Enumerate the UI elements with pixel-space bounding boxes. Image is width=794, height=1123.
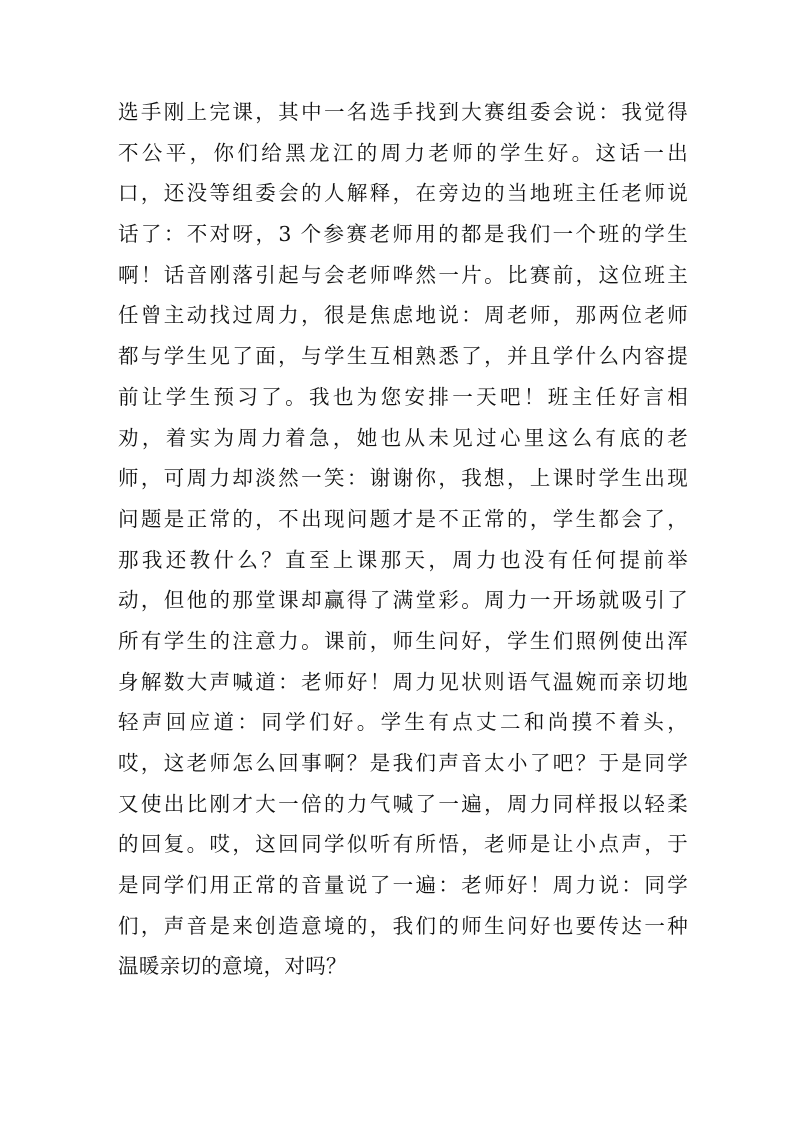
text-line: 师，可周力却淡然一笑：谢谢你，我想，上课时学生出现: [118, 466, 688, 491]
text-line: 选手刚上完课，其中一名选手找到大赛组委会说：我觉得: [118, 100, 688, 124]
text-line: 又使出比刚才大一倍的力气喊了一遍，周力同样报以轻柔: [118, 791, 688, 816]
text-line: 口，还没等组委会的人解释，在旁边的当地班主任老师说: [118, 181, 688, 206]
text-line: 哎，这老师怎么回事啊？是我们声音太小了吧？于是同学: [118, 751, 688, 775]
body-paragraph: [118, 92, 688, 987]
text-line: 问题是正常的，不出现问题才是不正常的，学生都会了，: [118, 506, 688, 531]
text-line: 话了：不对呀，3 个参赛老师用的都是我们一个班的学生: [118, 222, 688, 247]
text-line: 任曾主动找过周力，很是焦虑地说：周老师，那两位老师: [118, 303, 688, 328]
text-line: 都与学生见了面，与学生互相熟悉了，并且学什么内容提: [118, 344, 688, 369]
text-line: 温暖亲切的意境，对吗？: [118, 954, 347, 979]
text-line: 轻声回应道：同学们好。学生有点丈二和尚摸不着头，: [118, 710, 688, 735]
text-line: 是同学们用正常的音量说了一遍：老师好！周力说：同学: [118, 873, 688, 898]
text-line: 不公平，你们给黑龙江的周力老师的学生好。这话一出: [118, 140, 688, 165]
text-line: 所有学生的注意力。课前，师生问好，学生们照例使出浑: [118, 628, 688, 653]
text-line: 前让学生预习了。我也为您安排一天吧！班主任好言相: [118, 384, 688, 409]
text-line: 啊！话音刚落引起与会老师哗然一片。比赛前，这位班主: [118, 262, 688, 287]
text-line: 身解数大声喊道：老师好！周力见状则语气温婉而亲切地: [118, 669, 688, 694]
text-line: 劝，着实为周力着急，她也从未见过心里这么有底的老: [118, 425, 688, 450]
text-line: 的回复。哎，这回同学似听有所悟，老师是让小点声，于: [118, 832, 688, 857]
text-line: 们，声音是来创造意境的，我们的师生问好也要传达一种: [118, 913, 688, 938]
text-line: 那我还教什么？直至上课那天，周力也没有任何提前举: [118, 547, 688, 572]
text-line: 动，但他的那堂课却赢得了满堂彩。周力一开场就吸引了: [118, 588, 688, 613]
